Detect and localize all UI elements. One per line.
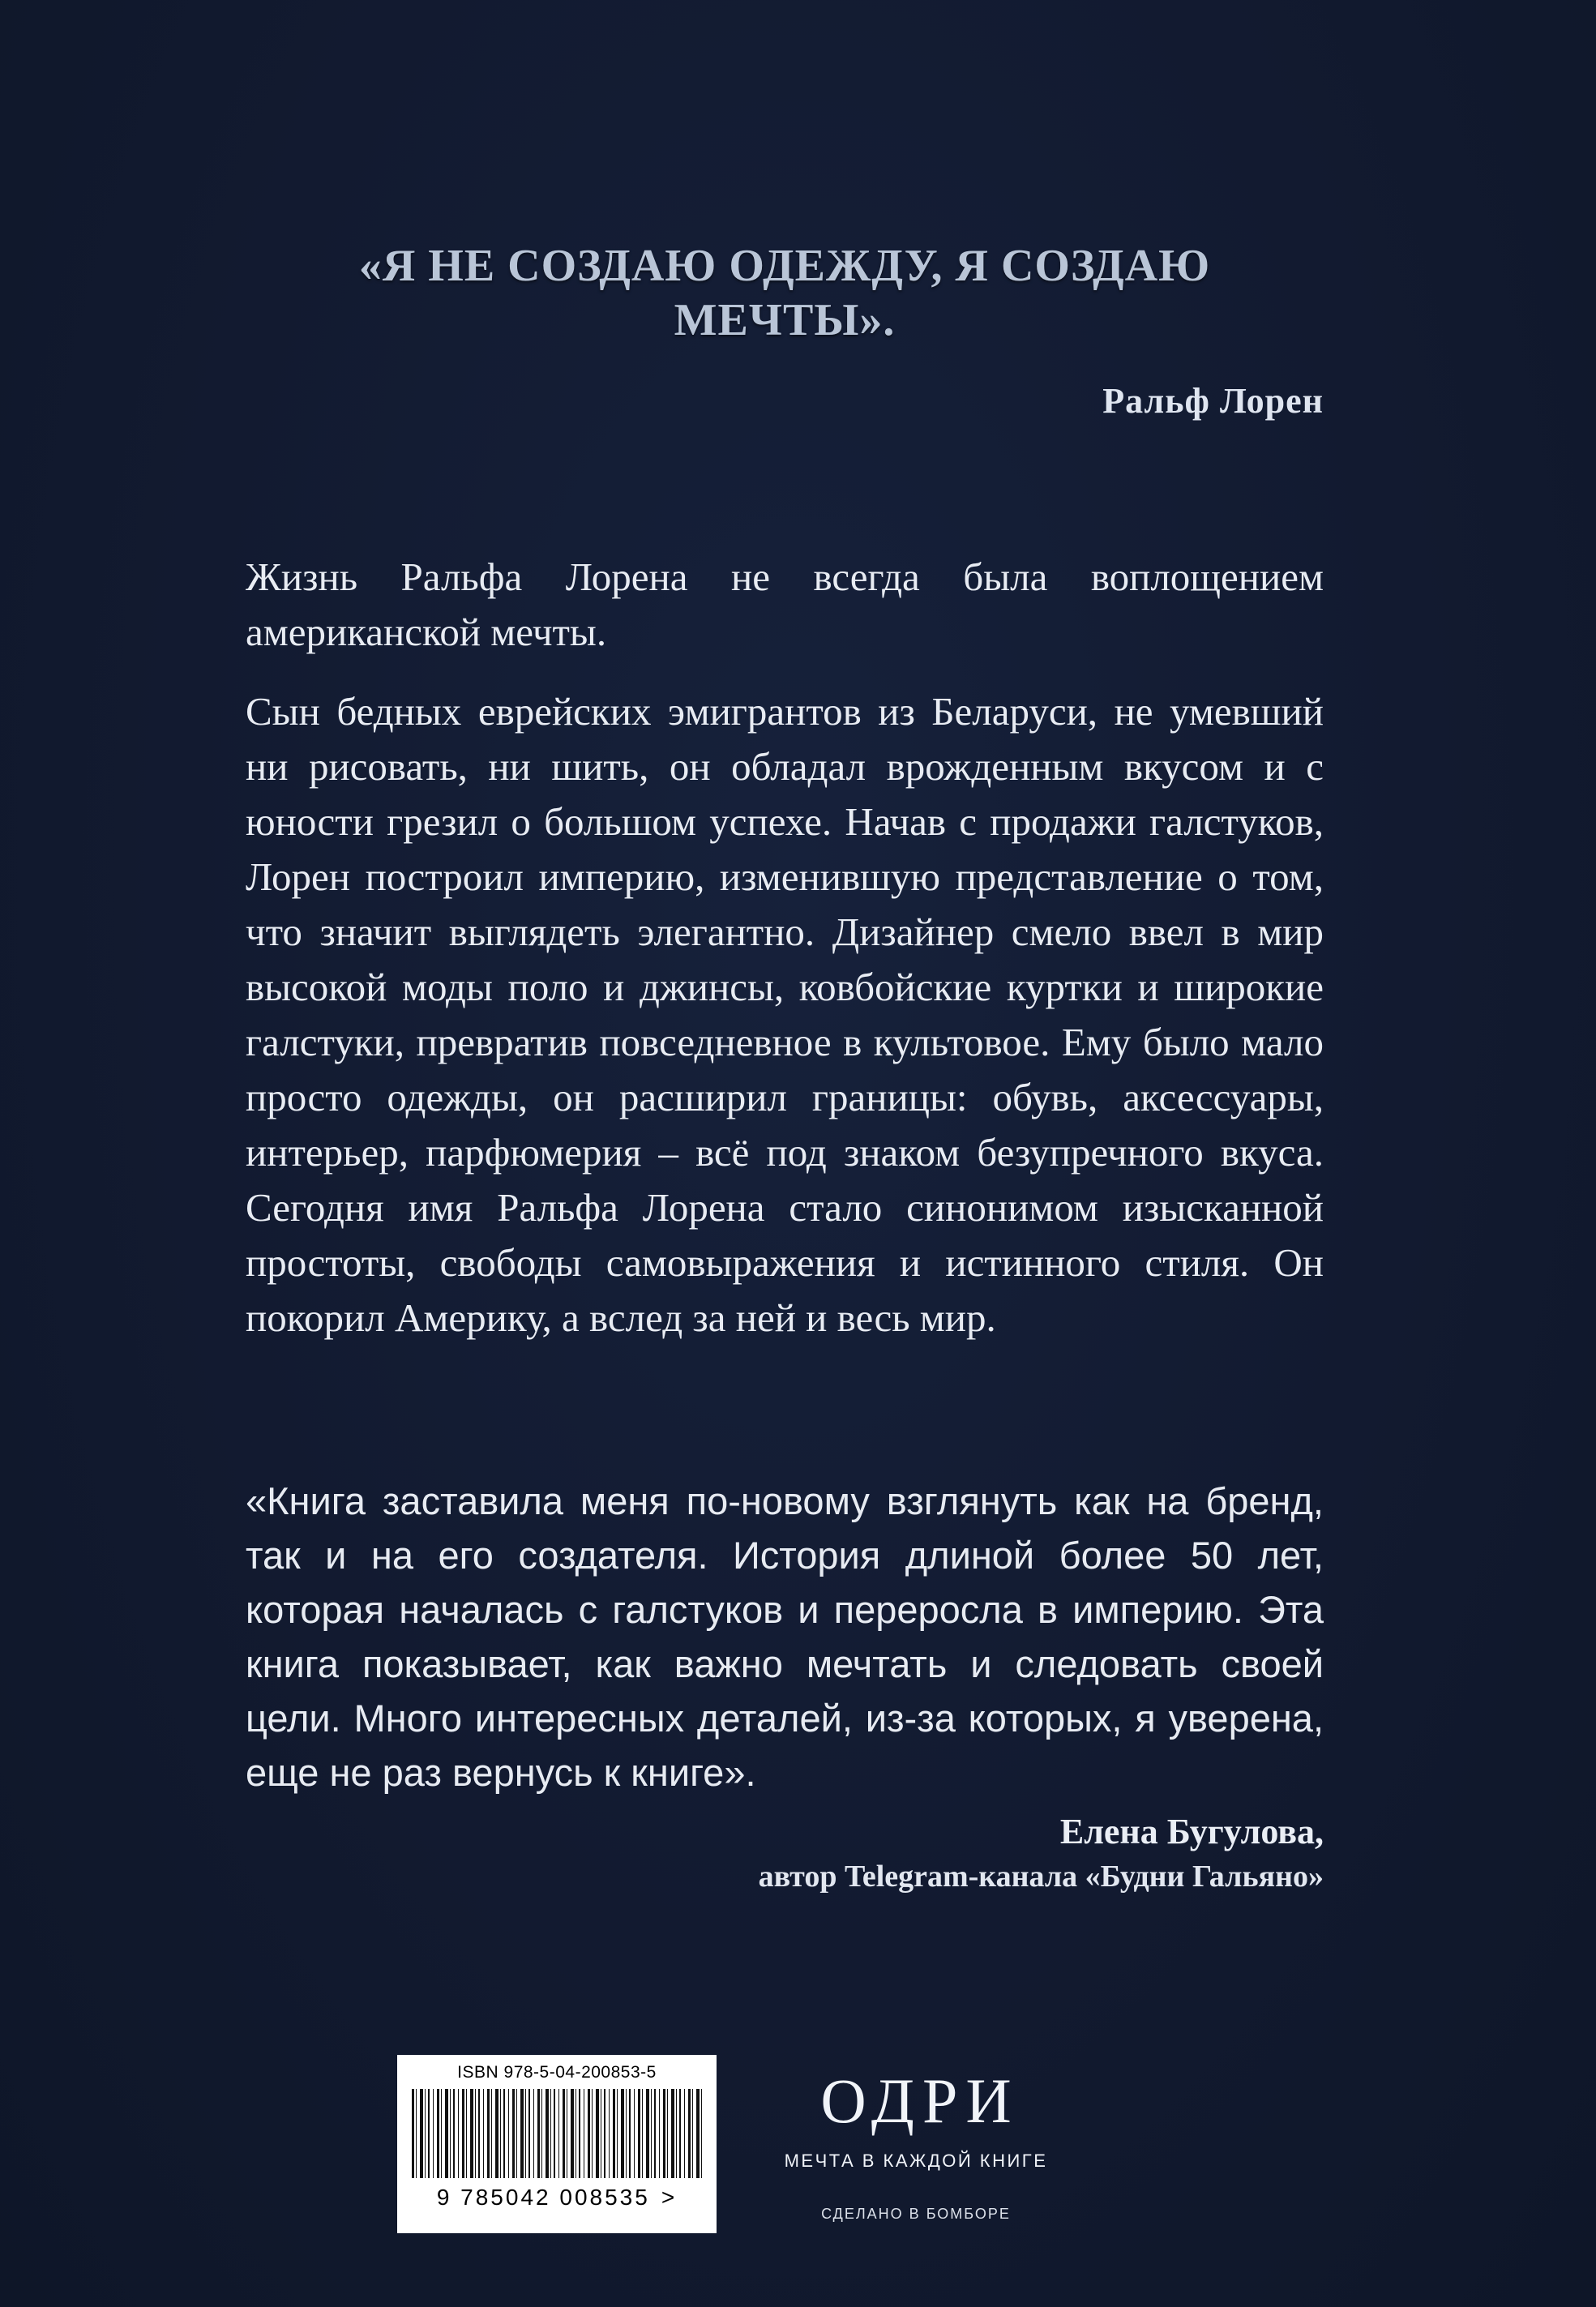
quote-attribution: Ральф Лорен — [1102, 381, 1324, 422]
barcode-digits: 9 785042 008535 — [436, 2185, 650, 2210]
isbn-label: ISBN 978-5-04-200853-5 — [457, 2063, 657, 2082]
back-cover-content — [246, 239, 1324, 1894]
review-author: Елена Бугулова, — [1059, 1812, 1324, 1852]
publisher-logo: ОДРИ — [820, 2065, 1020, 2136]
publisher-tagline: МЕЧТА В КАЖДОЙ КНИГЕ — [784, 2151, 1048, 2171]
annotation-paragraph-2: Сын бедных еврейских эмигрантов из Беларуси, не умевший ни рисовать, ни шить, он обладал врожденным вкусом и с юности грезил о большом успехе. Начав с продажи галстуков, Лорен построил империю, изменившую представление о том, что значит выглядеть элегантно. Дизайнер смело ввел в мир высокой моды поло и джинсы, ковбойские куртки и широкие галстуки, превратив повседневное в культовое. Ему было мало просто одежды, он расширил границы: обувь, аксессуары, интерьер, парфюмерия – всё под знаком безупречного вкуса. Сегодня имя Ральфа Лорена стало синонимом изысканной простоты, свободы самовыражения и истинного стиля. Он покорил Америку, а вслед за ней и весь мир. — [246, 689, 1324, 1341]
publisher-block — [758, 2065, 1074, 2223]
barcode-suffix: > — [661, 2185, 678, 2210]
review-quote: «Книга заставила меня по-новому взглянуть как на бренд, так и на его создателя. История длиной более 50 лет, которая началась с галстуков и переросла в империю. Эта книга показывает, как важно мечтать и следовать своей цели. Много интересных деталей, из-за которых, я уверена, еще не раз вернусь к книге». — [246, 1479, 1324, 1795]
annotation-text — [246, 550, 1324, 1346]
headline-quote: «Я НЕ СОЗДАЮ ОДЕЖДУ, Я СОЗДАЮ МЕЧТЫ». — [358, 241, 1211, 346]
barcode-number — [397, 2185, 717, 2211]
barcode-bars — [412, 2089, 702, 2178]
review-block — [246, 1474, 1324, 1800]
barcode-block — [397, 2055, 717, 2233]
review-author-role: автор Telegram-канала «Будни Гальяно» — [758, 1860, 1324, 1894]
annotation-paragraph-1: Жизнь Ральфа Лорена не всегда была воплощением американской мечты. — [246, 554, 1324, 655]
made-in-label: СДЕЛАНО В БОМБОРЕ — [821, 2206, 1011, 2222]
